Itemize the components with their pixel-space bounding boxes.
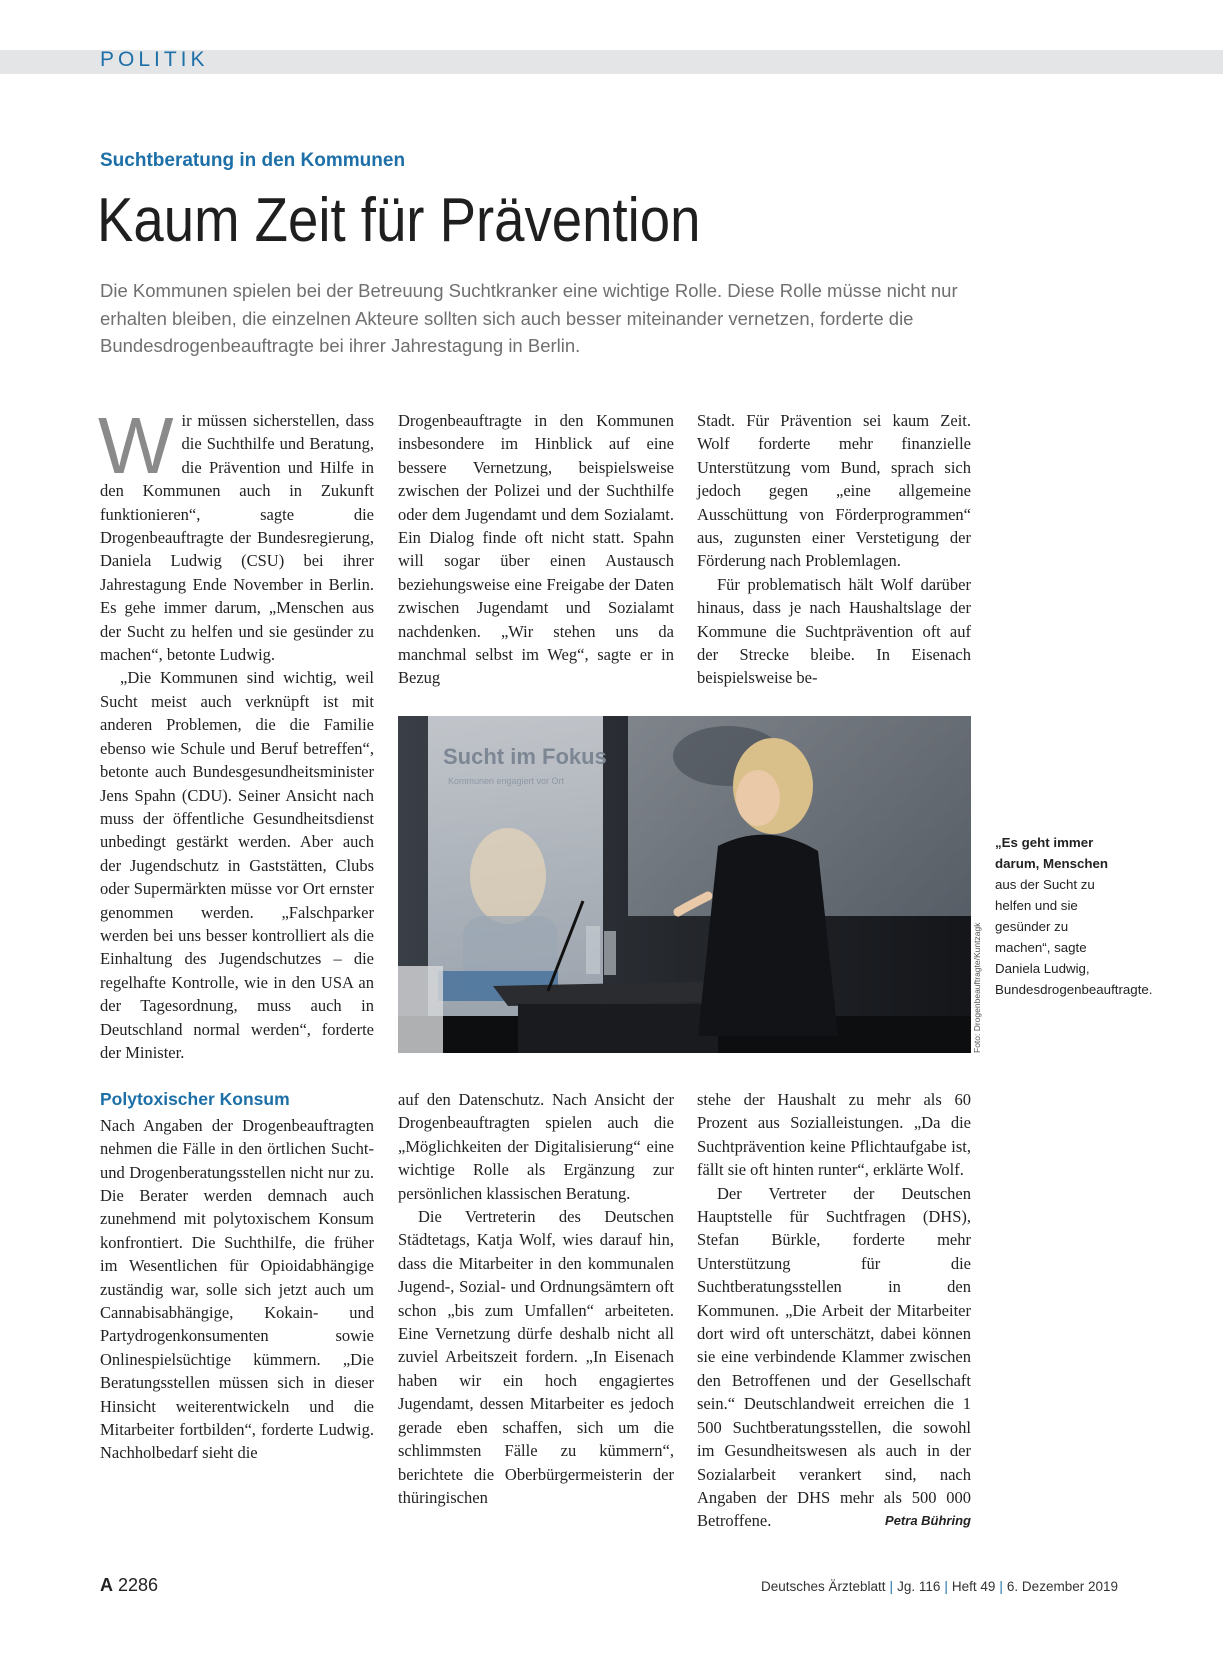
paragraph-7: auf den Datenschutz. Nach Ansicht der Drogenbeauftragten spielen auch die „Möglichkeiten der Digitalisierung“ eine wichtige Rolle als Ergänzung zur persönlichen klassischen Beratung.: [398, 1090, 674, 1203]
paragraph-1: ir müssen sicherstellen, dass die Suchthilfe und Beratung, die Prävention und Hilfe in den Kommunen auch in Zukunft funktionieren“, sagte die Drogenbeauftragte der Bundesregierung, Daniela Ludwig (CSU) bei ihrer Jahrestagung Ende November in Berlin. Es gehe immer darum, „Menschen aus der Sucht zu helfen und sie gesünder zu machen“, betonte Ludwig.: [100, 411, 374, 665]
journal-name: Deutsches Ärzteblatt: [760, 1579, 886, 1594]
photo-illustration: [398, 716, 971, 1053]
column-1: [98, 401, 374, 1465]
page-prefix: A: [100, 1575, 113, 1595]
separator: |: [944, 1579, 948, 1594]
paragraph-8: Die Vertreterin des Deutschen Städtetags, Katja Wolf, wies darauf hin, dass die Mitarbeiter in den kommunalen Jugend-, Sozial- und Ordnungsämtern oft schon „bis zum Umfallen“ arbeiteten. Eine Vernetzung dürfe deshalb nicht all zuviel Arbeitszeit fordern. „In Eisenach haben wir ein hoch engagiertes Jugendamt, dessen Mitarbeiter es jedoch gerade eben schaffen, sich um die schlimmsten Fälle zu kümmern“, berichtete die Oberbürgermeisterin der thüringischen: [398, 1207, 674, 1507]
paragraph-10: Der Vertreter der Deutschen Hauptstelle für Suchtfragen (DHS), Stefan Bürkle, forderte mehr Unterstützung für die Suchtberatungsstellen in den Kommunen. „Die Arbeit der Mitarbeiter dort wird oft unterschätzt, dabei können sie eine verbindende Klammer zwischen den Betroffenen und der Gesellschaft sein.“ Deutschlandweit erreichen die 1 500 Suchtberatungsstellen, die sowohl im Gesundheitswesen als auch in der Sozialarbeit verankert sind, nach Angaben der DHS mehr als 500 000 Betroffene.: [697, 1183, 971, 1531]
section-label: POLITIK: [100, 48, 209, 71]
article-photo: [398, 716, 971, 1053]
paragraph-9: stehe der Haushalt zu mehr als 60 Prozent aus Sozialleistungen. „Da die Suchtprävention keine Pflichtaufgabe ist, fällt sie oft hinten runter“, erklärte Wolf.: [697, 1090, 971, 1180]
separator: |: [889, 1579, 894, 1594]
paragraph-2: „Die Kommunen sind wichtig, weil Sucht meist auch verknüpft ist mit anderen Problemen, die die Familie ebenso wie Schule und Beruf betreffen“, betonte auch Bundesgesundheitsminister Jens Spahn (CDU). Seiner Ansicht nach muss der öffentliche Gesundheitsdienst unbedingt gestärkt werden. Aber auch der Jugendschutz in Gaststätten, Clubs oder Supermärkten müsse vor Ort ernster genommen werden. „Falschparker werden bei uns besser kontrolliert als die Einhaltung des Jugendschutzes – die regelhafte Kontrolle, wie in den USA an der Tagesordnung, muss auch in Deutschland normal werden“, forderte der Minister.: [100, 668, 374, 1062]
caption-quote: „Es geht immer darum, Menschen: [995, 835, 1109, 871]
subheading: Polytoxischer Konsum: [100, 1089, 290, 1110]
page-number-value: 2286: [118, 1575, 159, 1595]
journal-info: [761, 1579, 1118, 1594]
separator: |: [999, 1579, 1003, 1594]
paragraph-5: Stadt. Für Prävention sei kaum Zeit. Wolf forderte mehr finanzielle Unterstützung vom Bund, sprach sich jedoch gegen „eine allgemeine Ausschüttung von Förderprogrammen“ aus, zugunsten einer Verstetigung der Förderung nach Problemlagen.: [697, 411, 971, 571]
photo-credit: Foto: Drogenbeauftragte/Kuntzagk: [972, 922, 982, 1053]
paragraph-6: Für problematisch hält Wolf darüber hinaus, dass je nach Haushaltslage der Kommune die Suchtprävention oft auf der Strecke bleibe. In Eisenach beispielsweise be-: [697, 574, 971, 688]
column-3-top: [697, 409, 971, 690]
screen-title: Sucht im Fokus: [443, 744, 607, 769]
author-name: Petra Bühring: [885, 1513, 971, 1529]
column-3-bottom: [697, 1088, 971, 1533]
drop-cap: W: [98, 401, 174, 490]
article-title: Kaum Zeit für Prävention: [97, 186, 701, 255]
journal-issue: Heft 49: [951, 1579, 996, 1594]
page-number: [100, 1575, 158, 1596]
journal-volume: Jg. 116: [897, 1579, 941, 1594]
paragraph-4: Drogenbeauftragte in den Kommunen insbesondere im Hinblick auf eine bessere Vernetzung, beispielsweise zwischen der Polizei und der Suchthilfe oder dem Jugendamt und dem Sozialamt. Ein Dialog finde oft nicht statt. Spahn will sogar über einen Austausch beziehungsweise eine Freigabe der Daten zwischen Jugendamt und Sozialamt nachdenken. „Wir stehen uns da manchmal selbst im Weg“, sagte er in Bezug: [398, 411, 674, 688]
paragraph-3: Nach Angaben der Drogenbeauftragten nehmen die Fälle in den örtlichen Sucht- und Drogenberatungsstellen nicht nur zu. Die Berater werden demnach auch zunehmend mit polytoxischem Konsum konfrontiert. Die Suchthilfe, die früher im Wesentlichen für Opioidabhängige zuständig war, solle sich jetzt auch um Cannabisabhängige, Kokain- und Partydrogenkonsumenten sowie Onlinespielsüchtige kümmern. „Die Beratungsstellen müssen sich in dieser Hinsicht weiterentwickeln und die Mitarbeiter fortbilden“, forderte Ludwig. Nachholbedarf sieht die: [100, 1115, 374, 1463]
article-lead: Die Kommunen spielen bei der Betreuung Suchtkranker eine wichtige Rolle. Diese Rolle müsse nicht nur erhalten bleiben, die einzelnen Akteure sollten sich auch besser miteinander vernetzen, forderte die Bundesdrogenbeauftragte bei ihrer Jahrestagung in Berlin.: [100, 280, 958, 356]
column-2-top: [398, 409, 674, 690]
screen-subtitle: Kommunen engagiert vor Ort: [448, 776, 565, 786]
caption-text: aus der Sucht zu helfen und sie gesünder zu machen“, sagte Daniela Ludwig, Bundesdrogenbeauftragte.: [995, 877, 1153, 997]
article-kicker: Suchtberatung in den Kommunen: [100, 150, 406, 171]
photo-caption: [995, 832, 1153, 1000]
column-2-bottom: [398, 1088, 674, 1509]
journal-date: 6. Dezember 2019: [1006, 1579, 1118, 1594]
